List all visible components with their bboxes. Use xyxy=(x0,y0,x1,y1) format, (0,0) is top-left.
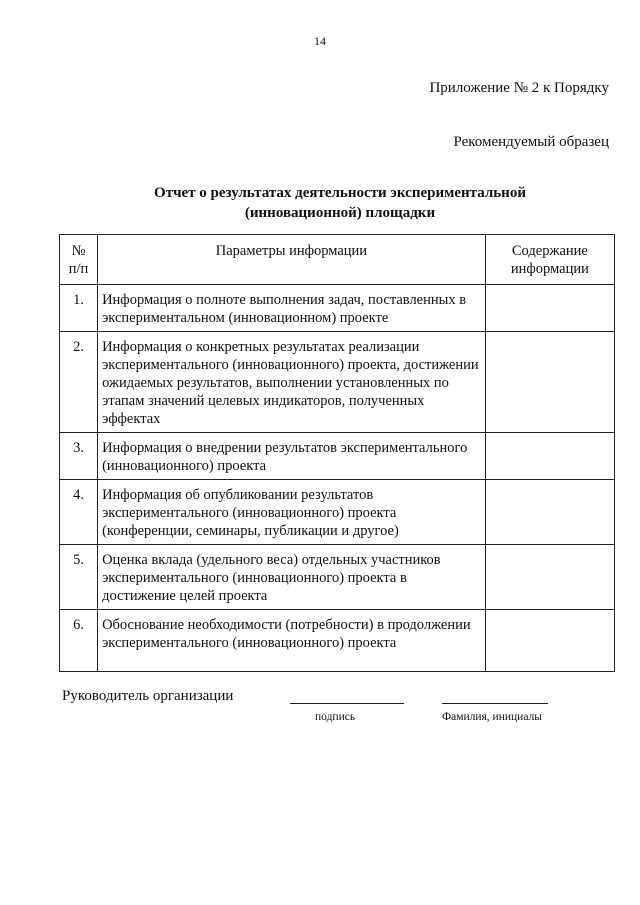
row-number: 2. xyxy=(60,332,98,433)
document-title xyxy=(100,183,580,223)
row-number: 3. xyxy=(60,433,98,480)
table-row xyxy=(60,433,615,480)
signature-block xyxy=(62,688,622,738)
row-content-cell[interactable] xyxy=(485,610,614,672)
table-row xyxy=(60,285,615,332)
header-parameters: Параметры информации xyxy=(98,235,486,285)
row-content-cell[interactable] xyxy=(485,480,614,545)
signature-caption: подпись xyxy=(315,711,356,723)
table-row xyxy=(60,610,615,672)
row-number: 5. xyxy=(60,545,98,610)
row-parameter: Оценка вклада (удельного веса) отдельных участников экспериментального (инновационного) проекта в достижение целей проекта xyxy=(98,545,486,610)
row-number: 4. xyxy=(60,480,98,545)
title-line-1: Отчет о результатах деятельности экспериментальной xyxy=(154,185,526,201)
row-parameter: Обоснование необходимости (потребности) в продолжении экспериментального (инновационного) проекта xyxy=(98,610,486,672)
row-content-cell[interactable] xyxy=(485,332,614,433)
table-row xyxy=(60,332,615,433)
row-content-cell[interactable] xyxy=(485,545,614,610)
page-number: 14 xyxy=(314,34,326,48)
table-header-row xyxy=(60,235,615,285)
name-line[interactable] xyxy=(442,703,548,704)
header-content: Содержание информации xyxy=(485,235,614,285)
table-row xyxy=(60,545,615,610)
row-number: 1. xyxy=(60,285,98,332)
row-content-cell[interactable] xyxy=(485,433,614,480)
row-parameter: Информация о полноте выполнения задач, поставленных в экспериментальном (инновационном) проекте xyxy=(98,285,486,332)
row-content-cell[interactable] xyxy=(485,285,614,332)
report-table xyxy=(59,234,615,672)
row-parameter: Информация о внедрении результатов экспериментального (инновационного) проекта xyxy=(98,433,486,480)
signature-line[interactable] xyxy=(290,703,404,704)
row-number: 6. xyxy=(60,610,98,672)
row-parameter: Информация о конкретных результатах реализации экспериментального (инновационного) проекта, достижении ожидаемых результатов, выполнении установленных по этапам значений целевых индикаторов, полученных эффектах xyxy=(98,332,486,433)
header-number: № п/п xyxy=(60,235,98,285)
appendix-reference: Приложение № 2 к Порядку xyxy=(429,80,609,96)
table-row xyxy=(60,480,615,545)
sample-note: Рекомендуемый образец xyxy=(453,134,609,150)
signature-label: Руководитель организации xyxy=(62,688,234,704)
name-caption: Фамилия, инициалы xyxy=(442,711,542,723)
row-parameter: Информация об опубликовании результатов экспериментального (инновационного) проекта (конференции, семинары, публикации и другое) xyxy=(98,480,486,545)
title-line-2: (инновационной) площадки xyxy=(244,205,436,221)
